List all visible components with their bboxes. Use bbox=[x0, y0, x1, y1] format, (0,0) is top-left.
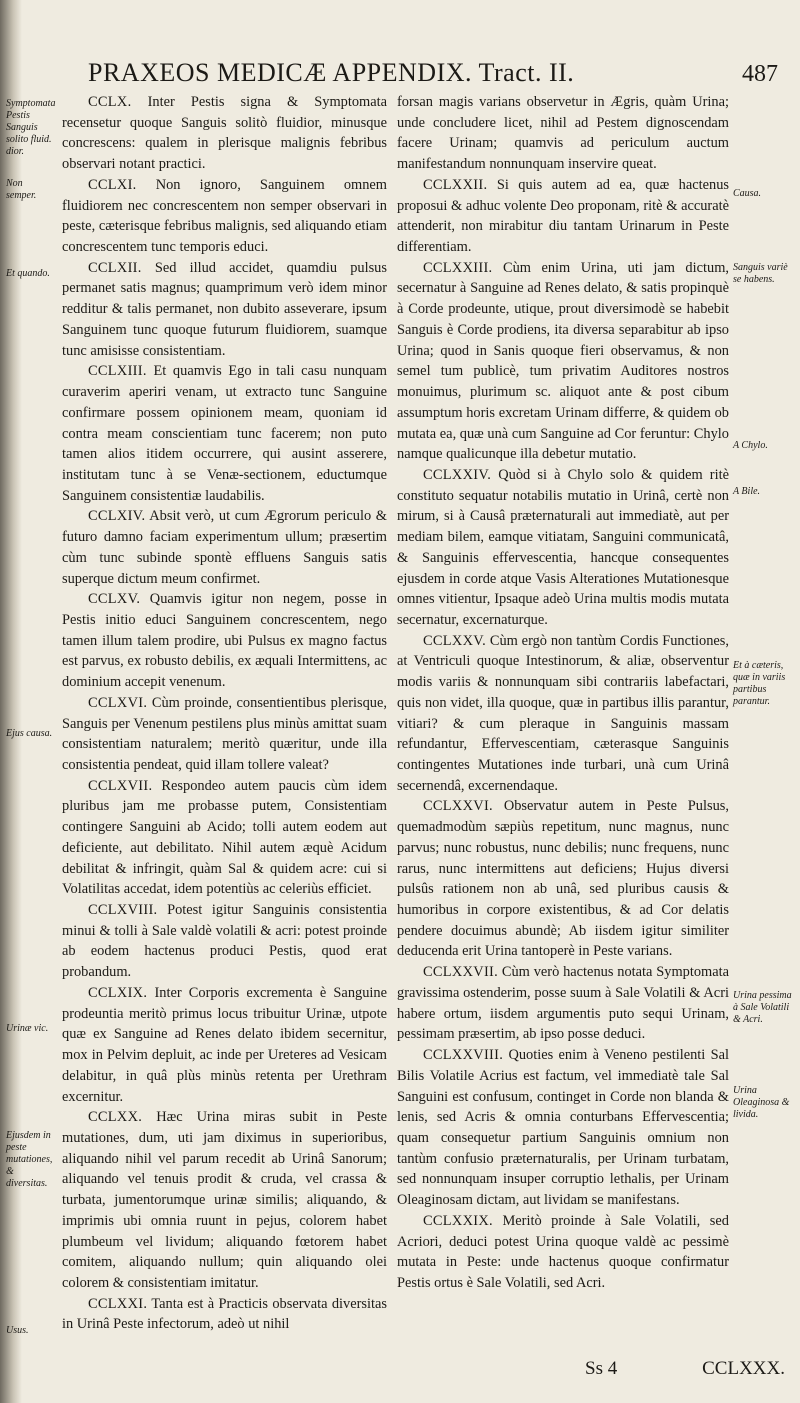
paragraph bbox=[397, 631, 729, 797]
paragraph-text: Si quis autem ad ea, quæ hactenus proposui & adhuc volente Deo proponam, ritè & accuratè attenderit, non mirabitur diu tantam Urinarum in Peste differentiam. bbox=[397, 176, 729, 256]
paragraph-number: CCLXXII. bbox=[423, 176, 488, 193]
page-number: 487 bbox=[742, 61, 778, 87]
paragraph-text: Cùm enim Urina, uti jam dictum, secernatur à Sanguine ad Renes delato, & satis propinquè à Corde prodeunte, utique, prout diversimodè se habebit Sanguis è Corde prodiens, ita diversa separabitur ab ipso Urina; quod in Sanis quoque fieri observamus, & non semel tum publicè, tum privatim Auditores nostros monuimus, plurimum sc. aliquot ante & post cibum assumptum horis excretam Urinam differre, & quidem ob mutata ea, quæ unà cum Sanguine ad Cor feruntur: Chylo namque qualicunque illa debetur mutatio. bbox=[397, 259, 729, 463]
paragraph-text: Meritò proinde à Sale Volatili, sed Acriori, deduci potest Urina quoque valdè ac pessimè mutata in Peste: unde hactenus quoque confirmatur Pestis ortus è Sale Volatili, sed Acri. bbox=[397, 1212, 729, 1291]
paragraph-text: Quamvis igitur non negem, posse in Pestis initio educi Sanguinem concrescentem, nego tamen illum talem prodire, ubi Pulsus ex magno factus est parvus, ex robusto debilis, ex æquali Intermittens, ac dominium accepit venenum. bbox=[62, 591, 387, 691]
paragraph-text: Cùm proinde, consentientibus plerisque, Sanguis per Venenum pestilens plus minùs amittat suam consistentiam naturalem; meritò quæritur, unde illa consistentia pendeat, quid illam tollere valeat? bbox=[62, 694, 387, 773]
paragraph bbox=[397, 962, 729, 1045]
paragraph-number: CCLXVII. bbox=[88, 777, 153, 794]
paragraph-number: CCLXXVII. bbox=[423, 964, 499, 981]
paragraph-number: CCLXX. bbox=[88, 1109, 143, 1126]
paragraph bbox=[62, 175, 387, 258]
paragraph-text: Quòd si à Chylo solo & quidem ritè constituto sequatur notabilis mutatio in Urinâ, certè non mirum, si à Causâ præternaturali aut immediatè, aut per mediam bilem, eamque vitiatam, Sanguini communicatâ, & Sanguinis effervescentia, hancque consequentes ejusdem in corde atque Vasis Alterationes Mutationesque omnes vitientur, Ipsaque adeò Urina multis modis mutata secernatur, excernaturque. bbox=[397, 466, 729, 628]
paragraph bbox=[62, 776, 387, 900]
signature-mark: Ss 4 bbox=[585, 1358, 618, 1379]
paragraph bbox=[62, 92, 387, 175]
paragraph bbox=[62, 983, 387, 1107]
paragraph-number: CCLXXVIII. bbox=[423, 1047, 504, 1064]
paragraph-number: CCLX. bbox=[88, 94, 132, 110]
paragraph-number: CCLXXV. bbox=[423, 632, 487, 649]
paragraph-number: CCLXXIX. bbox=[423, 1212, 493, 1229]
paragraph-number: CCLXXVI. bbox=[423, 798, 493, 815]
paragraph-text: Inter Pestis signa & Symptomata recensetur quoque Sanguis solitò fluidior, minusque concrescens: qualem in plerisque malignis febribus observari notant practici. bbox=[62, 94, 387, 173]
paragraph bbox=[397, 1045, 729, 1211]
left-column bbox=[62, 92, 387, 1335]
margin-note: Symptomata Pestis Sanguis solito fluid. dior. bbox=[6, 98, 56, 157]
paragraph bbox=[397, 258, 729, 465]
paragraph-number: CCLXIII. bbox=[88, 363, 147, 380]
running-title: PRAXEOS MEDICÆ APPENDIX. Tract. II. bbox=[88, 58, 575, 87]
margin-note: Urinæ vic. bbox=[6, 1023, 49, 1034]
paragraph-text: Respondeo autem paucis cùm idem pluribus jam me probasse putem, Consistentiam contingere Sanguini ab Acido; tolli autem eodem aut deficiente, aut debilitato. Nihil autem æquè Acidum debilitat & infringit, quàm Sal & quidem acre: cui si Volatilitas accedat, idem potentiùs ac celeriùs efficiet. bbox=[62, 777, 387, 898]
gutter-shadow bbox=[0, 0, 22, 1403]
paragraph bbox=[397, 1211, 729, 1294]
margin-note: Urina pessima à Sale Volatili & Acri. bbox=[733, 990, 792, 1025]
paragraph-number: CCLXVIII. bbox=[88, 902, 158, 919]
margin-note: Et quando. bbox=[6, 268, 50, 279]
paragraph bbox=[397, 465, 729, 631]
paragraph-number: CCLXXIV. bbox=[423, 466, 492, 483]
margin-note: Causa. bbox=[733, 188, 762, 199]
running-header bbox=[88, 58, 778, 88]
paragraph-number: CCLXVI. bbox=[88, 694, 148, 711]
paragraph bbox=[62, 1107, 387, 1293]
paragraph-text: Inter Corporis excrementa è Sanguine prodeuntia meritò primus locus tribuitur Urinæ, utpote quæ ex Sanguine ad Renes delato ibidem secernitur, mox in Pelvim depluit, ac inde per Ureteres ad Vesicam delabitur, in quâ plùs minùs retenta per Urethram excernitur. bbox=[62, 984, 387, 1105]
margin-note: Sanguis variè se habens. bbox=[733, 262, 788, 285]
margin-note: A Bile. bbox=[733, 486, 761, 497]
margin-note: Usus. bbox=[6, 1325, 29, 1336]
paragraph-text: forsan magis varians observetur in Ægris, quàm Urina; unde concludere licet, nihil ad Pestem dignoscendam facere Urinam; quamvis ad periculum auctum manifestandum nonnunquam inservire queat. bbox=[397, 94, 729, 173]
paragraph-text: Quoties enim à Veneno pestilenti Sal Bilis Volatile Acrius est factum, vel immediatè tale Sal Sanguini est confusum, continget in Corde non blanda & lenis, sed Acris & omnia conturbans Effervescentia; quam consequetur partium Sanguinis omnium non tantùm confusio præternaturalis, per Urinam turbatam, sed nonnunquam insuper corruptio lethalis, per Urinam Oleaginosam dictam, aut lividam se manifestans. bbox=[397, 1047, 729, 1209]
paragraph bbox=[397, 175, 729, 258]
paragraph-text: Absit verò, ut cum Ægrorum periculo & futuro damno faciam experimentum ullum; præsertim cùm tunc subinde spontè effluens Sanguis satis superque dictum meum confirmet. bbox=[62, 508, 387, 587]
paragraph-text: Hæc Urina miras subit in Peste mutationes, dum, uti jam diximus in superioribus, aliquando nihil vel parum recedit ab Urinâ Sanorum; aliquando vel tenuis prodit & cruda, vel crassa & turbata, jumentorumque urinæ similis; aliquando, & imprimis ubi omnia ruunt in pejus, colorem habet plumbeum vel lividum; aliquando fœtorem habet comitem, aliquando nullum; quin aliquando olei colorem & consistentiam imitatur. bbox=[62, 1109, 387, 1291]
catchword: CCLXXX. bbox=[702, 1358, 785, 1379]
page-footer bbox=[585, 1358, 785, 1380]
margin-note: Ejus causa. bbox=[6, 728, 53, 739]
paragraph-number: CCLXI. bbox=[88, 176, 137, 193]
margin-note: Urina Oleaginosa & livida. bbox=[733, 1085, 790, 1120]
paragraph bbox=[62, 693, 387, 776]
paragraph-number: CCLXXIII. bbox=[423, 259, 493, 276]
right-column bbox=[397, 92, 729, 1294]
paragraph bbox=[62, 361, 387, 506]
paragraph-text: Sed illud accidet, quamdiu pulsus permanet satis magnus; quamprimum verò idem minor redditur & talis permanet, non dubito asseverare, ipsum Sanguinem tunc quoque futurum fluidiorem, suamque tunc amisisse consistentiam. bbox=[62, 259, 387, 359]
paragraph-text: Potest igitur Sanguinis consistentia minui & tolli à Sale valdè volatili & acri: potest proinde ab eodem hactenus produci Pestis, quod erat probandum. bbox=[62, 902, 387, 981]
paragraph-text: Cùm ergò non tantùm Cordis Functiones, at Ventriculi quoque Intestinorum, & aliæ, observentur modis variis & nonnunquam sibi contrariis labefactari, quis non videt, illa quoque, quæ in partibus illis parantur, vitiari? & cum pleraque in Sanguinis massam refundantur, Effervescentiam, cæterasque Sanguinis contingentes Mutationes inde turbari, unà cum Urinâ secernendâ, excernendaque. bbox=[397, 632, 729, 794]
margin-note: A Chylo. bbox=[733, 440, 768, 451]
paragraph-number: CCLXIV. bbox=[88, 508, 146, 525]
paragraph-text: Observatur autem in Peste Pulsus, quemadmodùm sæpiùs repetitum, nunc magnus, nunc parvus; nunc robustus, nunc debilis; nunc frequens, nunc rarus, nunc intermittens aut deficiens; Hujus diversi pulsûs rationem non ab unâ, sed pluribus causis & humoribus in corpore existentibus, & ad Cor delatis pendere docuimus abundè; Ab iisdem igitur similiter deducenda erit Urina tantoperè in Peste varians. bbox=[397, 798, 729, 960]
paragraph-continuation bbox=[397, 92, 729, 175]
paragraph-number: CCLXXI. bbox=[88, 1295, 148, 1312]
paragraph-text: Non ignoro, Sanguinem omnem fluidiorem nec concrescentem non semper observari in peste, cæterisque febribus malignis, sed aliquando etiam concrescentem tunc temporis educi. bbox=[62, 176, 387, 256]
paragraph-text: Cùm verò hactenus notata Symptomata gravissima ostenderim, posse suum à Sale Volatili & Acri habere ortum, iisdem argumentis puto sequi Urinam, pessimam præsertim, ab ipso posse deduci. bbox=[397, 964, 729, 1043]
paragraph bbox=[62, 900, 387, 983]
paragraph-number: CCLXIX. bbox=[88, 984, 148, 1001]
paragraph bbox=[62, 1294, 387, 1335]
margin-note: Non semper. bbox=[6, 178, 37, 201]
paragraph bbox=[62, 258, 387, 362]
margin-note: Ejusdem in peste mutationes, & diversitas. bbox=[6, 1130, 53, 1189]
paragraph bbox=[397, 796, 729, 962]
paragraph-number: CCLXV. bbox=[88, 591, 141, 608]
paragraph bbox=[62, 506, 387, 589]
margin-note: Et à cæteris, quæ in variis partibus parantur. bbox=[733, 660, 786, 707]
paragraph-text: Tanta est à Practicis observata diversitas in Urinâ Peste infectorum, adeò ut nihil bbox=[62, 1295, 387, 1333]
paragraph-number: CCLXII. bbox=[88, 259, 142, 276]
paragraph bbox=[62, 589, 387, 693]
paragraph-text: Et quamvis Ego in tali casu nunquam curaverim aperiri venam, ut extracto tunc Sanguine confirmare possem opinionem meam, quoniam id contra meam conscientiam tunc facerem; non puto tamen alios itidem occurrere, qui ausint asserere, institutam tunc à se Venæ-sectionem, eductumque Sanguinem consistentiæ laudabilis. bbox=[62, 363, 387, 504]
